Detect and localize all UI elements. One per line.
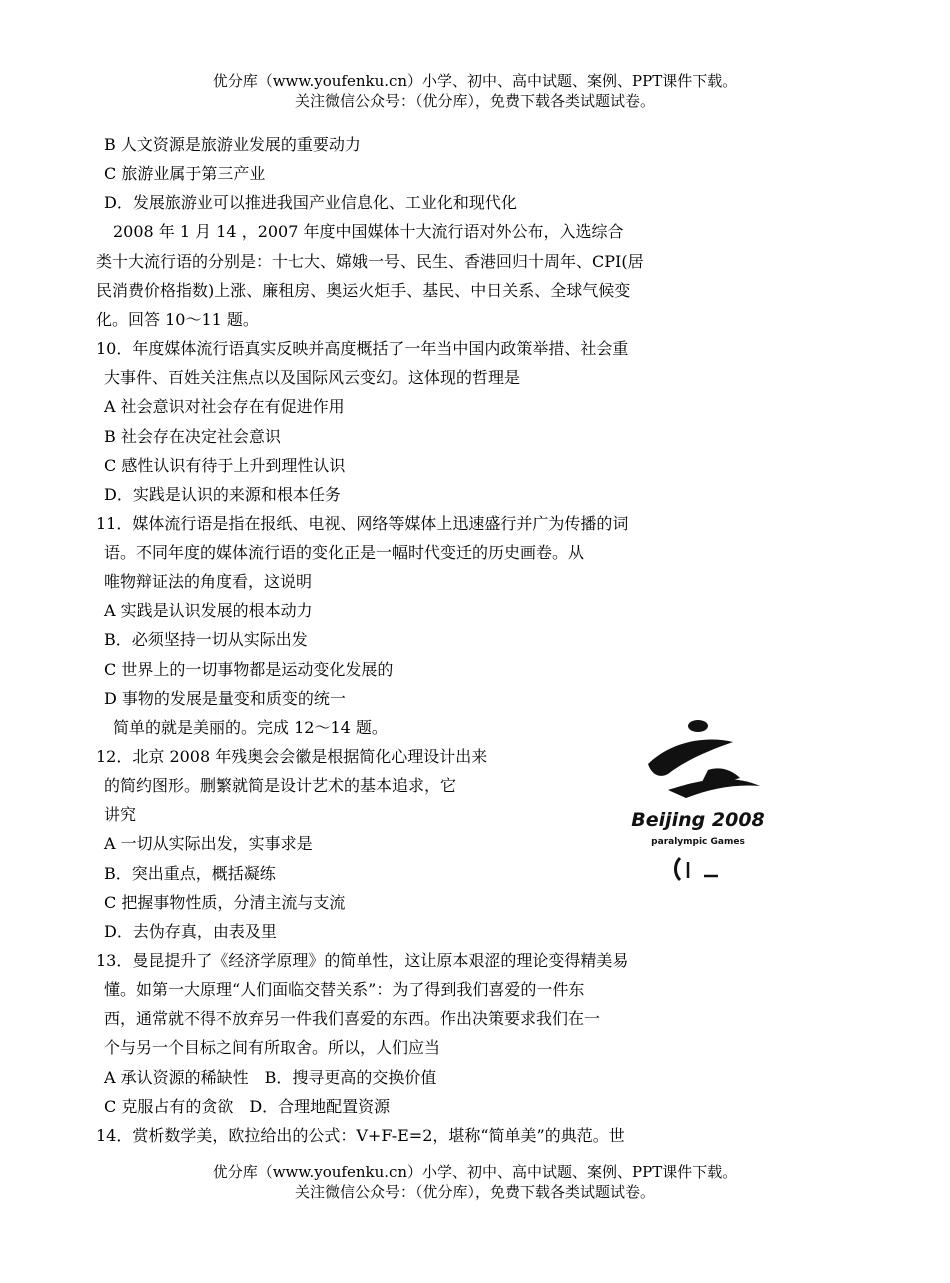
option-line: D．去伪存真，由表及里 xyxy=(104,922,277,941)
question-12: 12．北京 2008 年残奥会会徽是根据简化心理设计出来 xyxy=(96,747,488,766)
page-header-line2: 关注微信公众号：（优分库），免费下载各类试题试卷。 xyxy=(294,92,655,110)
option-line: B 社会存在决定社会意识 xyxy=(104,427,281,446)
option-line: A 承认资源的稀缺性 B．搜寻更高的交换价值 xyxy=(104,1068,437,1087)
page-footer-line2: 关注微信公众号：（优分库），免费下载各类试题试卷。 xyxy=(294,1183,655,1201)
option-line: C 克服占有的贪欲 D．合理地配置资源 xyxy=(104,1097,391,1116)
text-line: 西，通常就不得不放弃另一件我们喜爱的东西。作出决策要求我们在一 xyxy=(104,1009,601,1028)
text-line: 懂。如第一大原理“人们面临交替关系”：为了得到我们喜爱的一件东 xyxy=(104,980,585,999)
text-line: 唯物辩证法的角度看，这说明 xyxy=(104,572,313,591)
text-line: 个与另一个目标之间有所取舍。所以，人们应当 xyxy=(104,1038,441,1057)
page-header-line1: 优分库（www.youfenku.cn）小学、初中、高中试题、案例、PPT课件下载。 xyxy=(212,72,738,90)
option-line: A 实践是认识发展的根本动力 xyxy=(104,601,313,620)
text-line: 大事件、百姓关注焦点以及国际风云变幻。这体现的哲理是 xyxy=(104,368,521,387)
text-line: D．发展旅游业可以推进我国产业信息化、工业化和现代化 xyxy=(104,193,517,212)
text-line: C 旅游业属于第三产业 xyxy=(104,164,266,183)
question-14: 14．赏析数学美，欧拉给出的公式：V+F-E=2，堪称“简单美”的典范。世 xyxy=(96,1126,625,1145)
paralympic-emblem-logo xyxy=(628,712,768,887)
logo-text-paralympic: paralympic Games xyxy=(651,837,745,847)
question-10: 10．年度媒体流行语真实反映并高度概括了一年当中国内政策举措、社会重 xyxy=(96,339,629,358)
option-line: A 社会意识对社会存在有促进作用 xyxy=(104,397,345,416)
option-line: C 感性认识有待于上升到理性认识 xyxy=(104,456,346,475)
question-13: 13．曼昆提升了《经济学原理》的简单性，这让原本艰涩的理论变得精美易 xyxy=(96,951,629,970)
logo-text-beijing: Beijing 2008 xyxy=(631,809,765,831)
option-line: C 世界上的一切事物都是运动变化发展的 xyxy=(104,660,394,679)
text-line: 2008 年 1 月 14 ，2007 年度中国媒体十大流行语对外公布，入选综合 xyxy=(113,222,624,241)
text-line: 化。回答 10～11 题。 xyxy=(96,310,259,329)
text-line: 的简约图形。删繁就简是设计艺术的基本追求，它 xyxy=(104,776,457,795)
option-line: C 把握事物性质，分清主流与支流 xyxy=(104,893,346,912)
page-footer-line1: 优分库（www.youfenku.cn）小学、初中、高中试题、案例、PPT课件下载。 xyxy=(212,1163,738,1181)
text-line: 民消费价格指数)上涨、廉租房、奥运火炬手、基民、中日关系、全球气候变 xyxy=(96,281,631,300)
option-line: A 一切从实际出发，实事求是 xyxy=(104,834,313,853)
text-line: 简单的就是美丽的。完成 12～14 题。 xyxy=(113,718,388,737)
text-line: 类十大流行语的分别是：十七大、嫦娥一号、民生、香港回归十周年、CPI(居 xyxy=(96,252,644,271)
paralympic-emblem-icon xyxy=(628,712,768,887)
text-line: B 人文资源是旅游业发展的重要动力 xyxy=(104,135,361,154)
text-line: 语。不同年度的媒体流行语的变化正是一幅时代变迁的历史画卷。从 xyxy=(104,543,585,562)
text-line: 讲究 xyxy=(104,805,137,824)
option-line: D 事物的发展是量变和质变的统一 xyxy=(104,689,346,708)
option-line: D．实践是认识的来源和根本任务 xyxy=(104,485,341,504)
option-line: B．必须坚持一切从实际出发 xyxy=(104,630,308,649)
question-11: 11．媒体流行语是指在报纸、电视、网络等媒体上迅速盛行并广为传播的词 xyxy=(96,514,629,533)
option-line: B．突出重点，概括凝练 xyxy=(104,864,276,883)
